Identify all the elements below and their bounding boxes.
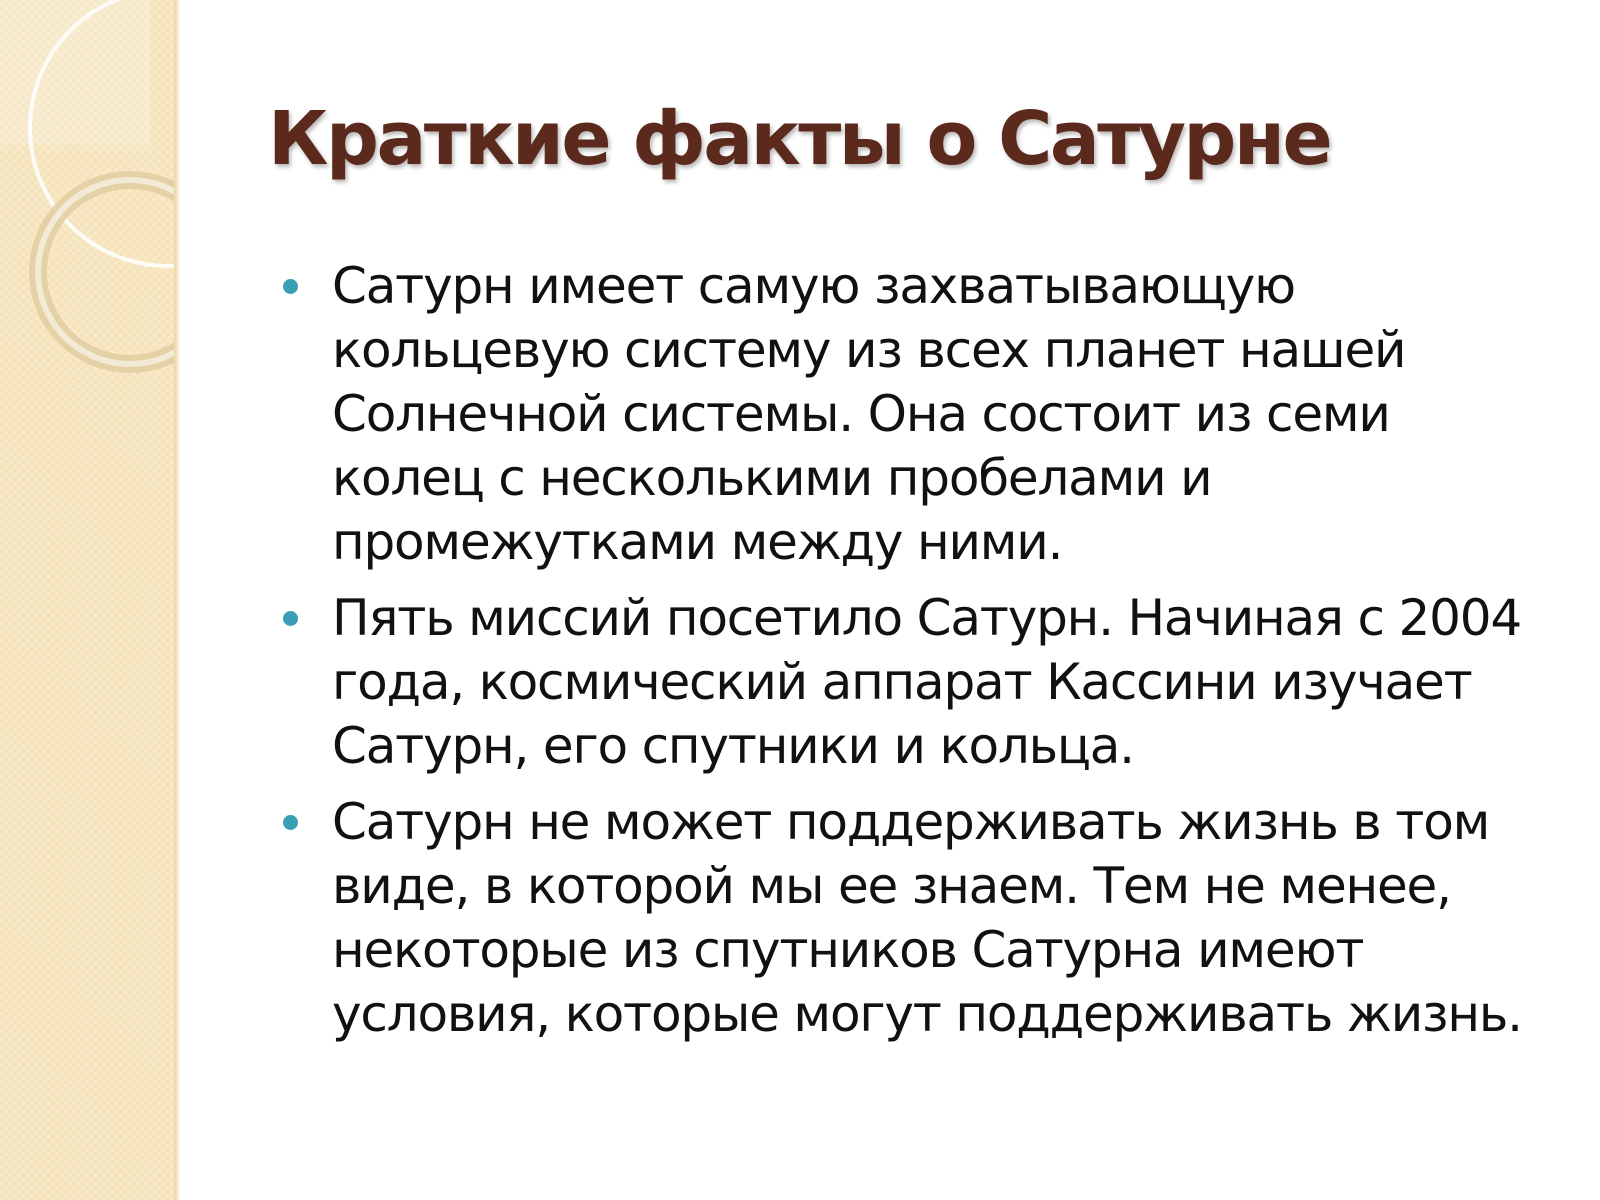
bullet-line: условия, которые могут поддерживать жизнь.: [332, 985, 1522, 1043]
decorative-side-panel: [0, 0, 178, 1200]
bullet-dot-icon: [283, 815, 298, 830]
bullet-line: Сатурн не может поддерживать жизнь в том: [332, 793, 1490, 851]
bullet-item-rings: [283, 254, 1573, 574]
decorative-rings-graphic: [0, 0, 178, 420]
bullet-list: [283, 254, 1573, 1058]
bullet-line: кольцевую систему из всех планет нашей: [332, 321, 1406, 379]
bullet-line: Сатурн, его спутники и кольца.: [332, 717, 1134, 775]
bullet-line: Сатурн имеет самую захватывающую: [332, 257, 1295, 315]
bullet-line: виде, в которой мы ее знаем. Тем не менее,: [332, 857, 1451, 915]
side-panel-edge: [174, 0, 180, 1200]
slide-title: Краткие факты о Сатурне: [268, 96, 1331, 182]
bullet-item-life: [283, 790, 1573, 1046]
bullet-line: Солнечной системы. Она состоит из семи: [332, 385, 1390, 443]
bullet-line: некоторые из спутников Сатурна имеют: [332, 921, 1364, 979]
bullet-item-missions: [283, 586, 1573, 778]
bullet-line: года, космический аппарат Кассини изучает: [332, 653, 1472, 711]
bullet-line: Пять миссий посетило Сатурн. Начиная с 2004: [332, 589, 1521, 647]
bullet-dot-icon: [283, 279, 298, 294]
bullet-dot-icon: [283, 611, 298, 626]
bullet-line: промежутками между ними.: [332, 513, 1063, 571]
bullet-line: колец с несколькими пробелами и: [332, 449, 1212, 507]
